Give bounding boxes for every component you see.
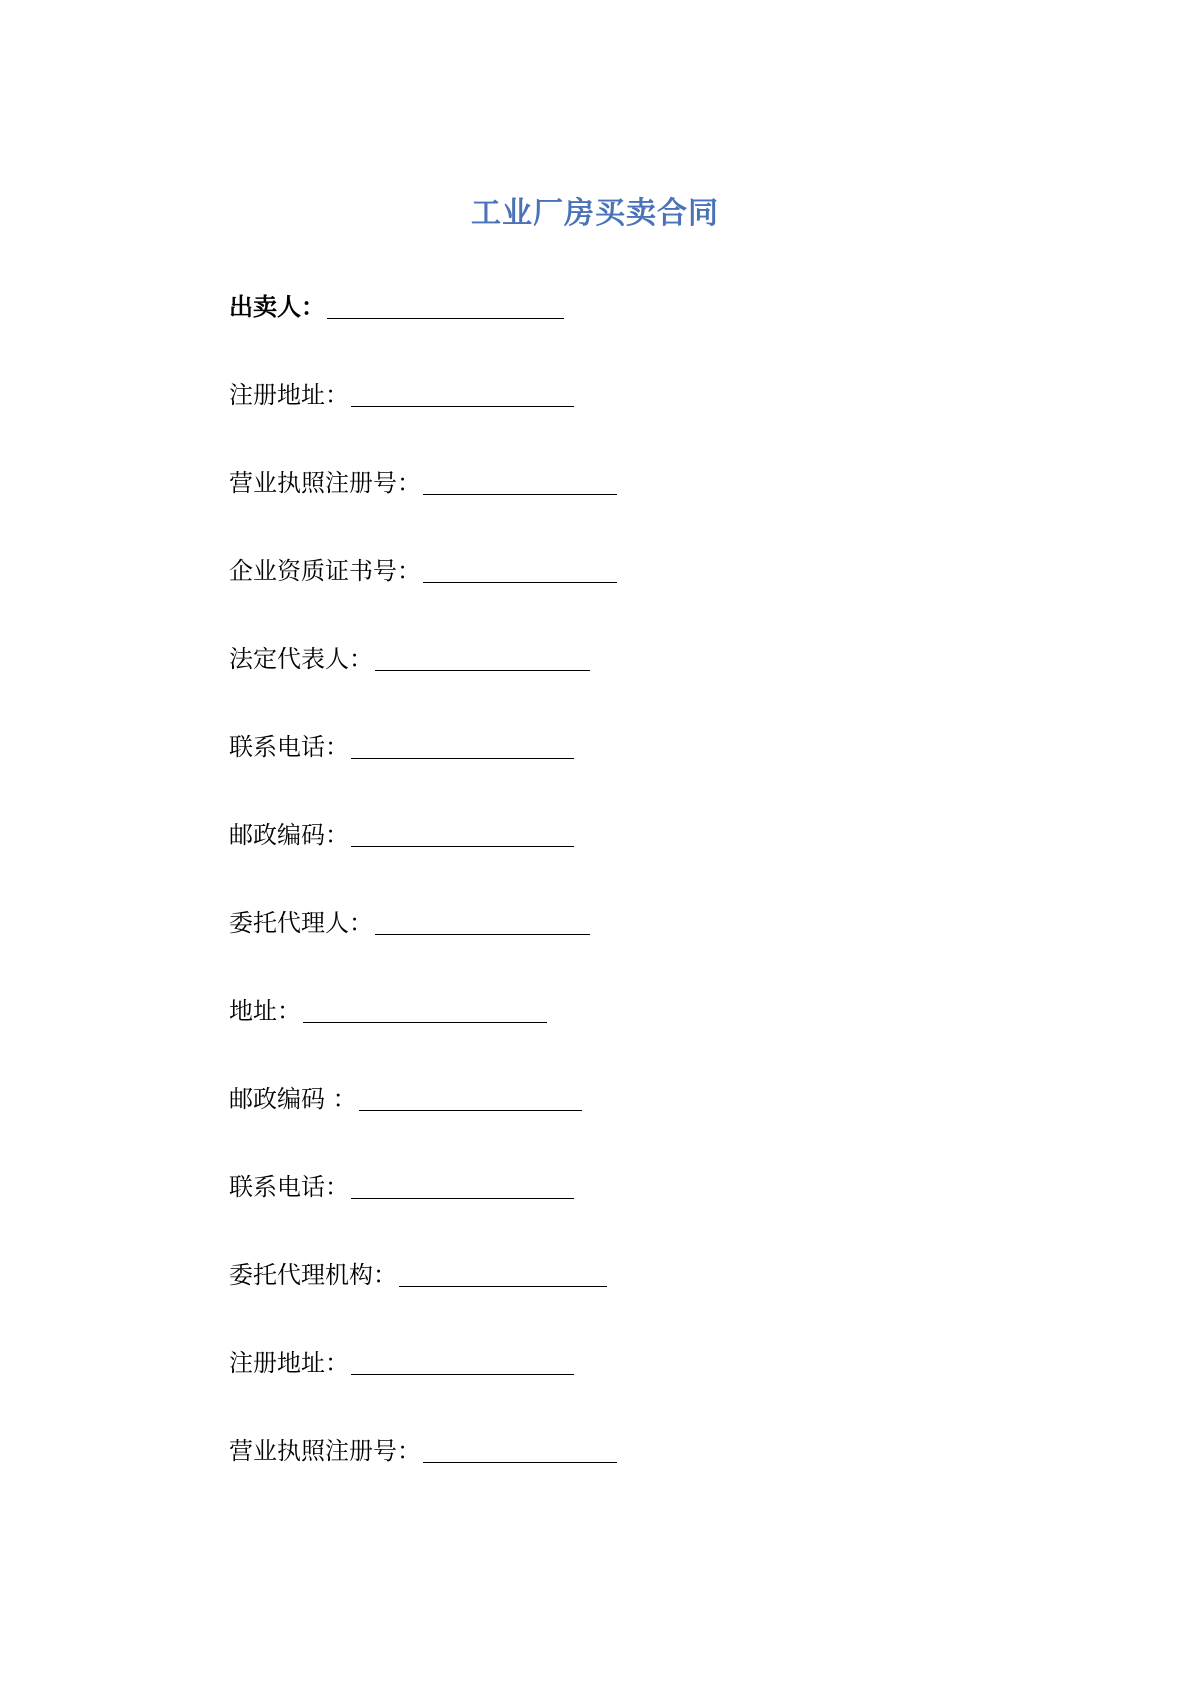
field-agency — [229, 1258, 1029, 1346]
fill-in-blank — [375, 906, 590, 935]
field-registered-address — [229, 378, 1029, 466]
field-postal-code — [229, 818, 1029, 906]
field-label: 注册地址： — [229, 1349, 349, 1377]
field-label: 邮政编码 ： — [229, 1085, 357, 1113]
field-label: 委托代理机构： — [229, 1261, 397, 1289]
fill-in-blank — [375, 642, 590, 671]
field-label: 营业执照注册号： — [229, 469, 421, 497]
field-phone-2 — [229, 1170, 1029, 1258]
fill-in-blank — [351, 1170, 574, 1199]
field-postal-code-2 — [229, 1082, 1029, 1170]
fill-in-blank — [351, 1346, 574, 1375]
field-label: 法定代表人： — [229, 645, 373, 673]
field-label: 邮政编码： — [229, 821, 349, 849]
fill-in-blank — [351, 730, 574, 759]
field-address — [229, 994, 1029, 1082]
field-business-license-number-2 — [229, 1434, 1029, 1522]
fill-in-blank — [359, 1082, 582, 1111]
field-label: 联系电话： — [229, 733, 349, 761]
fill-in-blank — [423, 1434, 617, 1463]
field-label: 委托代理人： — [229, 909, 373, 937]
field-label: 营业执照注册号： — [229, 1437, 421, 1465]
fill-in-blank — [327, 290, 564, 319]
fill-in-blank — [303, 994, 547, 1023]
field-phone — [229, 730, 1029, 818]
field-seller — [229, 290, 1029, 378]
field-authorized-agent — [229, 906, 1029, 994]
fill-in-blank — [423, 554, 617, 583]
field-label: 出卖人： — [229, 293, 325, 321]
fill-in-blank — [423, 466, 617, 495]
fill-in-blank — [351, 378, 574, 407]
fill-in-blank — [399, 1258, 607, 1287]
fill-in-blank — [351, 818, 574, 847]
field-label: 联系电话： — [229, 1173, 349, 1201]
field-qualification-certificate-number — [229, 554, 1029, 642]
document-title: 工业厂房买卖合同 — [471, 196, 719, 231]
field-label: 企业资质证书号： — [229, 557, 421, 585]
field-legal-representative — [229, 642, 1029, 730]
field-registered-address-2 — [229, 1346, 1029, 1434]
party-info-fields — [229, 290, 1029, 1522]
field-label: 地址： — [229, 997, 301, 1025]
field-label: 注册地址： — [229, 381, 349, 409]
field-business-license-number — [229, 466, 1029, 554]
